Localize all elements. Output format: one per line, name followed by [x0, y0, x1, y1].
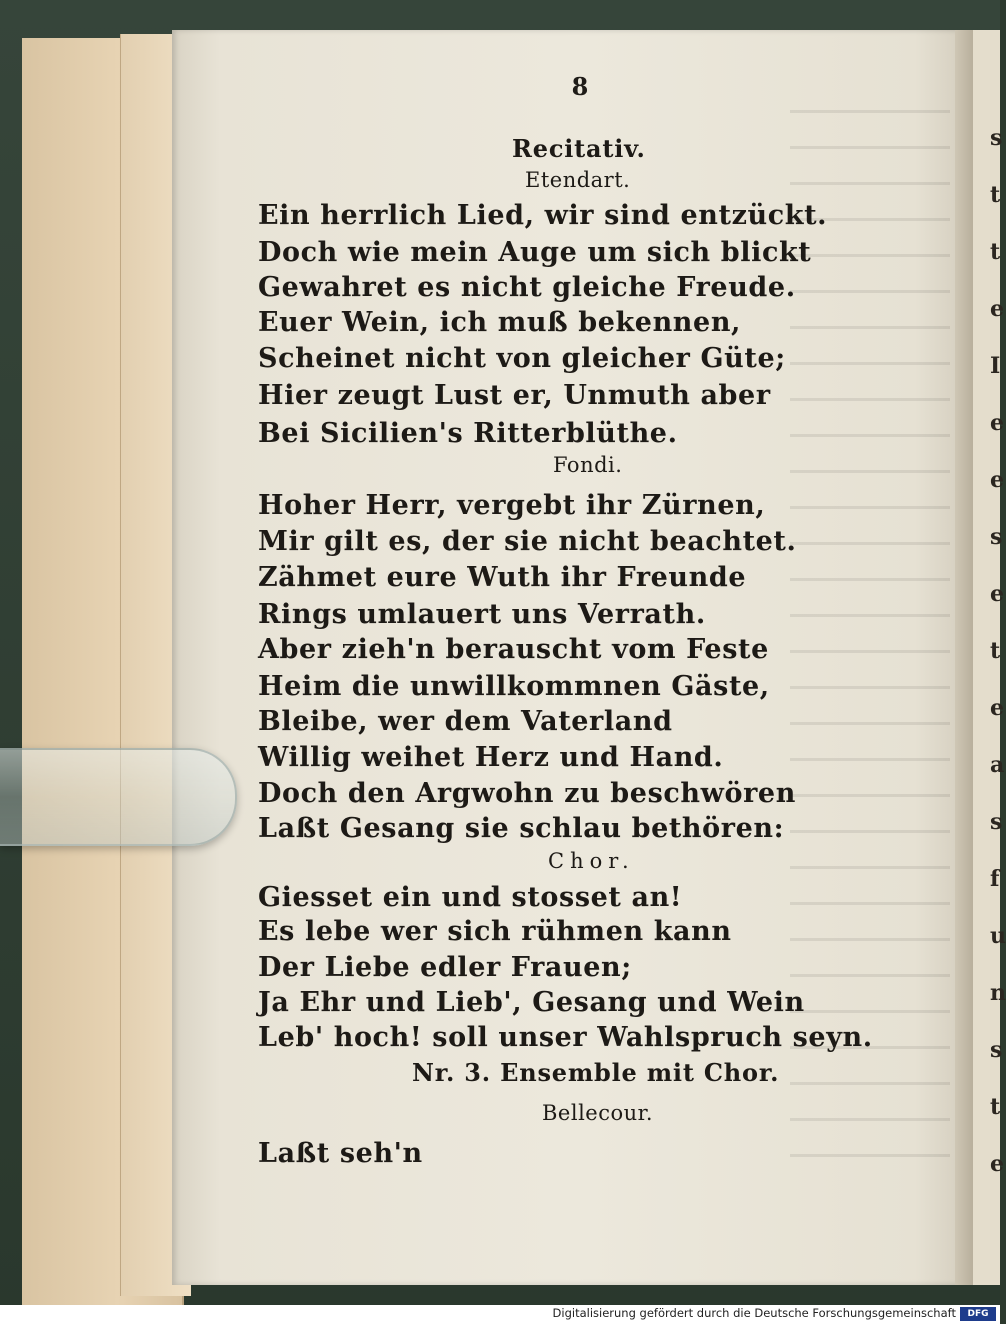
facing-page-letter: t	[990, 239, 1001, 265]
facing-page-letter: e	[990, 695, 1004, 721]
verse-line: Es lebe wer sich rühmen kann	[258, 916, 732, 947]
verse-line: Willig weihet Herz und Hand.	[258, 742, 724, 773]
facing-page-letter: f	[990, 866, 1000, 892]
facing-page-letter: s	[990, 524, 1003, 550]
verse-line: Zähmet eure Wuth ihr Freunde	[258, 562, 747, 593]
facing-page-letter: n	[990, 980, 1006, 1006]
facing-page-letter: a	[990, 752, 1005, 778]
dfg-logo-icon: DFG	[960, 1307, 996, 1321]
speaker-name: Fondi.	[553, 453, 623, 477]
facing-page-letter: s	[990, 1037, 1003, 1063]
facing-page-letter: s	[990, 809, 1003, 835]
verse-line: Rings umlauert uns Verrath.	[258, 599, 706, 630]
facing-page-letter: I	[990, 353, 1001, 379]
verse-line: Aber zieh'n berauscht vom Feste	[258, 634, 769, 665]
facing-page-letter: u	[990, 923, 1006, 949]
verse-line: Laßt seh'n	[258, 1138, 423, 1169]
speaker-name: Chor.	[548, 849, 635, 873]
verse-line: Ein herrlich Lied, wir sind entzückt.	[258, 200, 828, 231]
facing-page-letter: e	[990, 296, 1004, 322]
verse-line: Gewahret es nicht gleiche Freude.	[258, 272, 796, 303]
facing-page-letter: e	[990, 410, 1004, 436]
funding-credit: Digitalisierung gefördert durch die Deutsche Forschungsgemeinschaft	[552, 1306, 956, 1320]
verse-line: Der Liebe edler Frauen;	[258, 952, 632, 983]
speaker-name: Bellecour.	[542, 1101, 654, 1125]
verse-line: Scheinet nicht von gleicher Güte;	[258, 343, 786, 374]
facing-page-letter: t	[990, 1094, 1001, 1120]
facing-page-letter: e	[990, 467, 1004, 493]
verse-line: Euer Wein, ich muß bekennen,	[258, 307, 742, 338]
verse-line: Bleibe, wer dem Vaterland	[258, 706, 673, 737]
section-heading: Nr. 3. Ensemble mit Chor.	[412, 1058, 780, 1087]
verse-line: Ja Ehr und Lieb', Gesang und Wein	[258, 987, 805, 1018]
page-number: 8	[571, 72, 589, 101]
verse-line: Doch wie mein Auge um sich blickt	[258, 237, 812, 268]
verse-line: Heim die unwillkommnen Gäste,	[258, 671, 770, 702]
show-through-text	[790, 110, 950, 1170]
verse-line: Mir gilt es, der sie nicht beachtet.	[258, 526, 797, 557]
section-heading: Recitativ.	[512, 134, 646, 163]
verse-line: Hoher Herr, vergebt ihr Zürnen,	[258, 490, 766, 521]
facing-page-letter: t	[990, 638, 1001, 664]
speaker-name: Etendart.	[525, 168, 631, 192]
page-gutter	[955, 30, 973, 1285]
facing-page-letter: e	[990, 581, 1004, 607]
facing-page-letter: t	[990, 182, 1001, 208]
verse-line: Laßt Gesang sie schlau bethören:	[258, 813, 785, 844]
verse-line: Giesset ein und stosset an!	[258, 882, 683, 913]
facing-page-letter: s	[990, 125, 1003, 151]
verse-line: Doch den Argwohn zu beschwören	[258, 778, 796, 809]
verse-line: Hier zeugt Lust er, Unmuth aber	[258, 380, 771, 411]
glass-bookmark-icon	[0, 748, 237, 846]
verse-line: Bei Sicilien's Ritterblüthe.	[258, 418, 678, 449]
facing-page-letter: e	[990, 1151, 1004, 1177]
verse-line: Leb' hoch! soll unser Wahlspruch seyn.	[258, 1022, 873, 1053]
